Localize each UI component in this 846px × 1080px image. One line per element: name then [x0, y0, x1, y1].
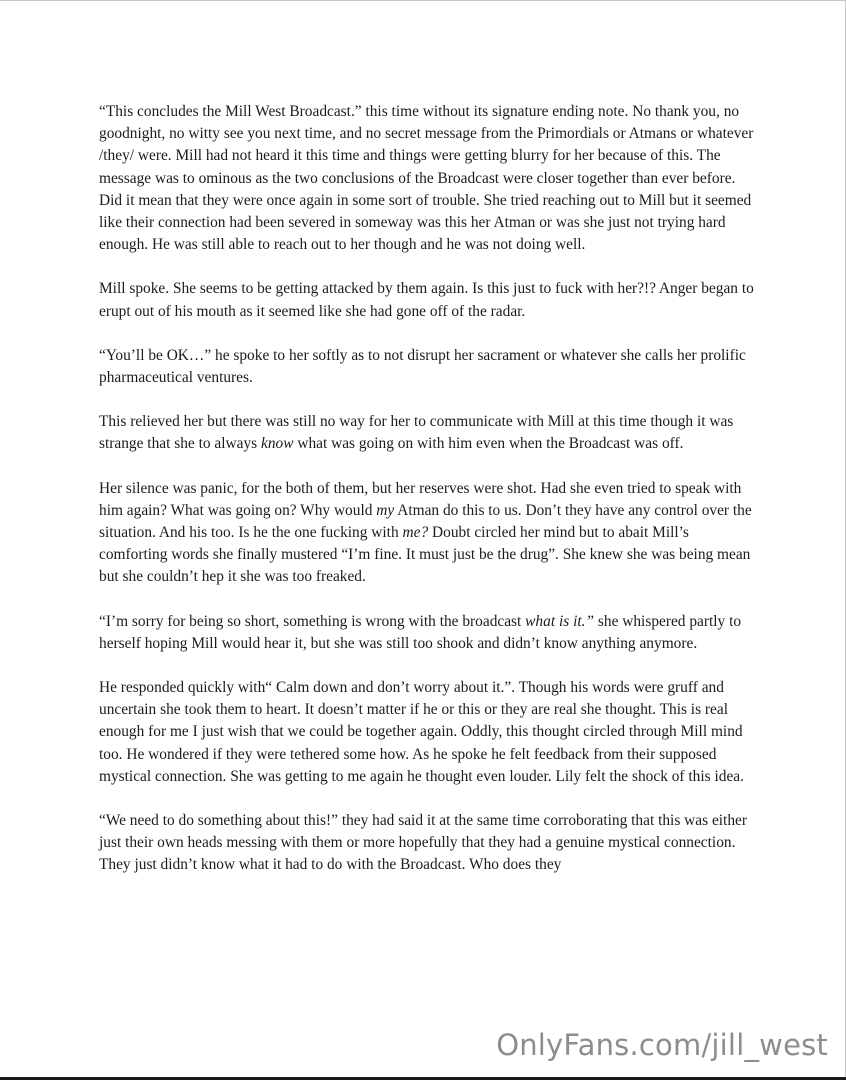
paragraph-text: Atman do this to us. Don’t they have any control over the situation. And his too. Is he the one fucking with: [99, 501, 752, 542]
emphasis-text: me?: [402, 524, 429, 542]
paragraph-7: [99, 677, 759, 788]
paragraph-text: “We need to do something about this!” they had said it at the same time corroborating that this was either just their own heads messing with them or more hopefully that they had a genuine mystical connection. They just didn’t know what it had to do with the Broadcast. Who does they: [99, 812, 747, 874]
paragraph-5: [99, 478, 759, 589]
paragraph-8: [99, 810, 759, 877]
paragraph-3: [99, 345, 759, 389]
paragraph-text: “This concludes the Mill West Broadcast.” this time without its signature ending note. No thank you, no goodnight, no witty see you next time, and no secret message from the Primordials or Atmans or whatever /they/ were. Mill had not heard it this time and things were getting blurry for her because of this. The message was to ominous as the two conclusions of the Broadcast were closer together than ever before. Did it mean that they were once again in some sort of trouble. She tried reaching out to Mill but it seemed like their connection had been severed in someway was this her Atman or was she just not trying hard enough. He was still able to reach out to her though and he was not doing well.: [99, 103, 754, 254]
paragraph-6: [99, 611, 759, 655]
paragraph-text: Doubt circled her mind but to abait Mill’s comforting words she finally mustered “I’m fine. It must just be the drug”. She knew she was being mean but she couldn’t hep it she was too freaked.: [99, 524, 751, 586]
paragraph-4: [99, 411, 759, 455]
paragraph-text: “I’m sorry for being so short, something is wrong with the broadcast: [99, 612, 526, 630]
paragraph-text: He responded quickly with“ Calm down and don’t worry about it.”. Though his words were gruff and uncertain she took them to heart. It doesn’t matter if he or this or they are real she thought. This is real enough for me I just wish that we could be together again. Oddly, this thought circled through Mill mind too. He wondered if they were tethered some how. As he spoke he felt feedback from their supposed mystical connection. She was getting to me again he thought even louder. Lily felt the shock of this idea.: [99, 679, 744, 785]
paragraph-2: [99, 278, 759, 322]
emphasis-text: what is it.”: [525, 612, 595, 630]
paragraph-text: “You’ll be OK…” he spoke to her softly as to not disrupt her sacrament or whatever she calls her prolific pharmaceutical ventures.: [99, 346, 746, 387]
paragraph-text: Mill spoke. She seems to be getting attacked by them again. Is this just to fuck with her?!? Anger began to erupt out of his mouth as it seemed like she had gone off of the radar.: [99, 280, 754, 320]
emphasis-text: know: [261, 435, 294, 453]
document-body: [99, 101, 759, 899]
paragraph-text: she whispered partly to herself hoping Mill would hear it, but she was still too shook and didn’t know anything anymore.: [99, 612, 742, 652]
emphasis-text: my: [376, 501, 395, 519]
paragraph-text: Her silence was panic, for the both of them, but her reserves were shot. Had she even tried to speak with him again? What was going on? Why would: [99, 479, 742, 519]
watermark: OnlyFans.com/jill_west: [496, 1028, 828, 1062]
paragraph-text: This relieved her but there was still no way for her to communicate with Mill at this time though it was strange that she to always: [99, 413, 734, 453]
paragraph-text: what was going on with him even when the Broadcast was off.: [293, 435, 684, 453]
paragraph-1: [99, 101, 759, 256]
